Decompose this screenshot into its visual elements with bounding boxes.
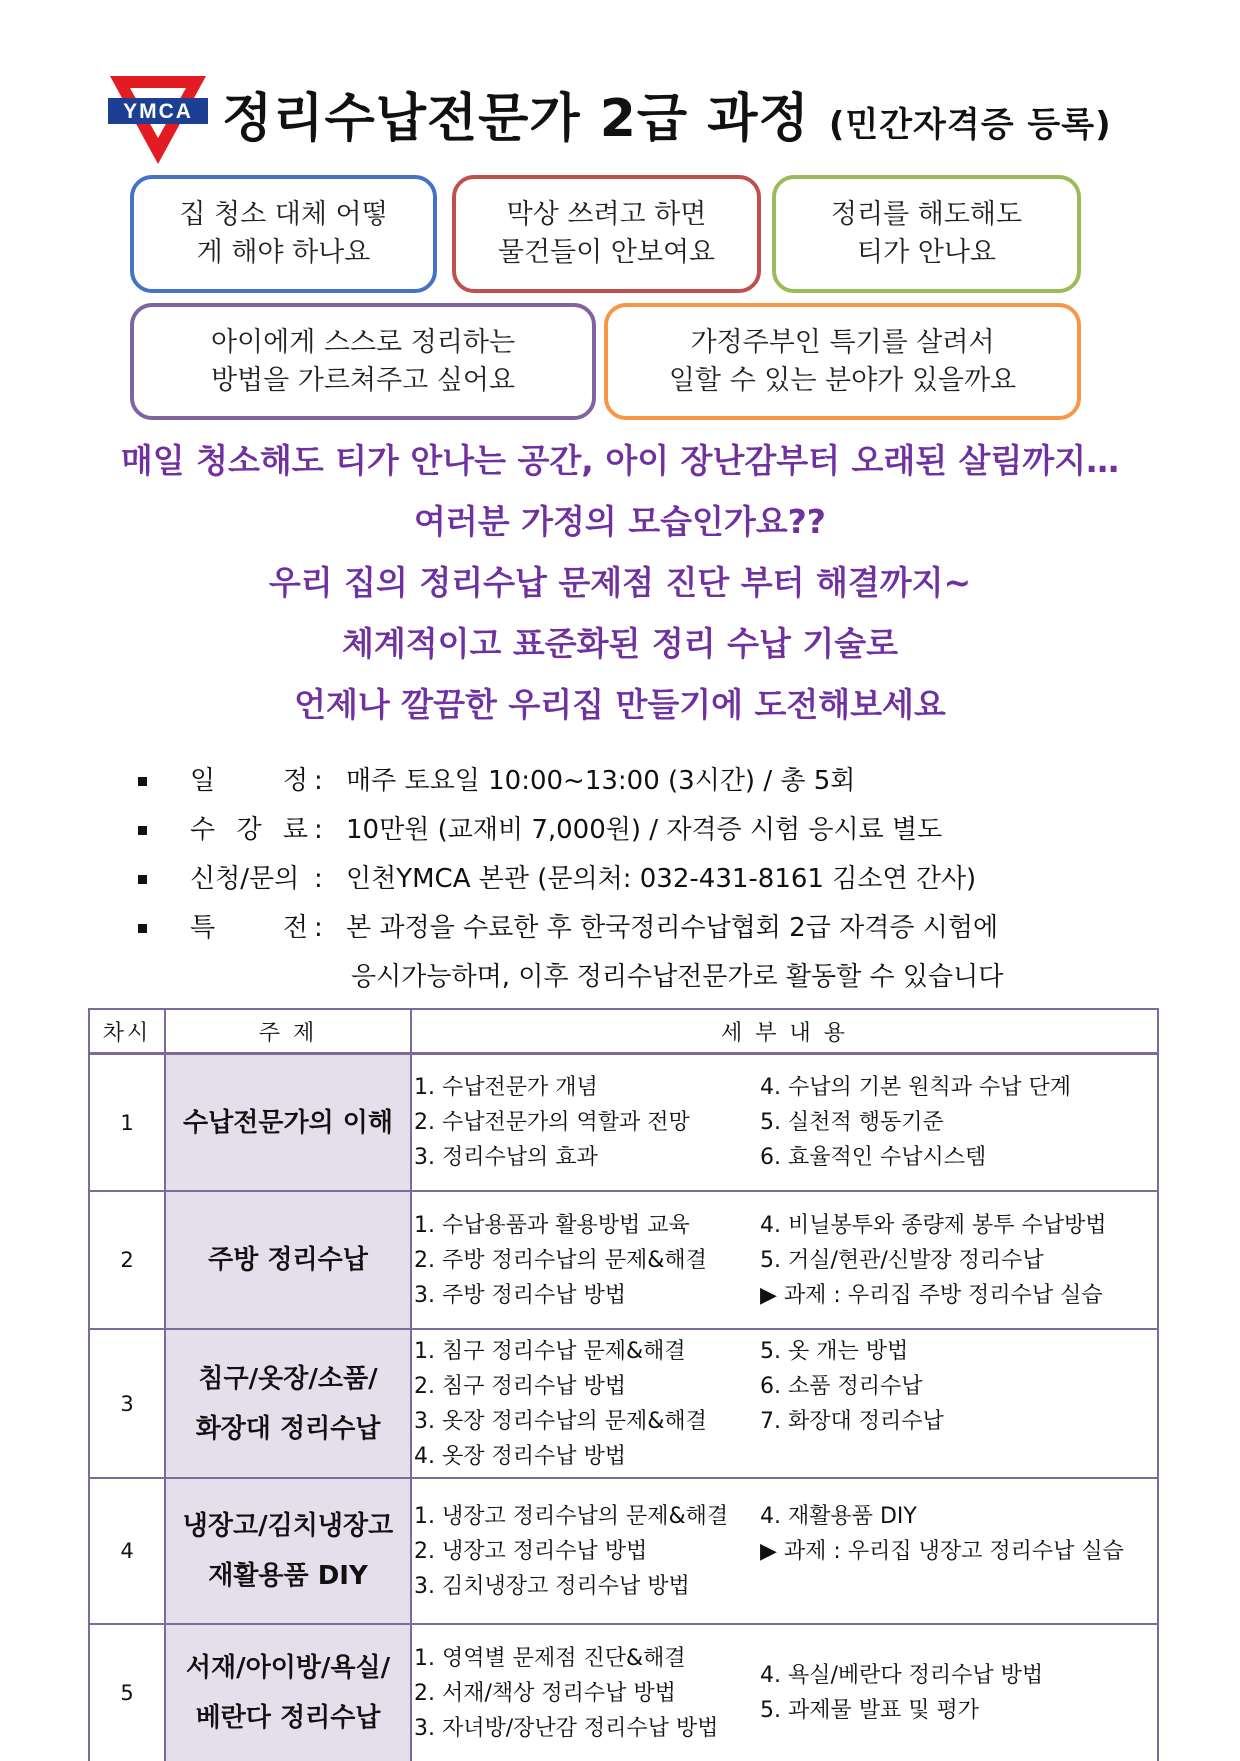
session-number: 5 <box>89 1624 165 1761</box>
question-box <box>130 175 437 293</box>
info-label: 특 전 <box>190 913 308 943</box>
info-colon: : <box>314 913 323 943</box>
schedule-table <box>88 1008 1159 1761</box>
promo-line: 언제나 깔끔한 우리집 만들기에 도전해보세요 <box>294 685 946 724</box>
question-box <box>130 303 596 420</box>
info-fee <box>138 806 1138 855</box>
info-label: 수 강 료 <box>190 815 308 845</box>
detail-item: 1. 영역별 문제점 진단&해결 <box>414 1645 686 1671</box>
session-number: 3 <box>89 1329 165 1478</box>
header <box>0 70 1240 170</box>
question-box <box>452 175 761 293</box>
detail-item: 2. 주방 정리수납의 문제&해결 <box>414 1247 707 1273</box>
detail-item: 2. 냉장고 정리수납 방법 <box>414 1538 648 1564</box>
promo-text <box>0 430 1240 735</box>
session-details <box>411 1054 1158 1192</box>
table-row <box>89 1191 1158 1329</box>
session-topic: 침구/옷장/소품/ 화장대 정리수납 <box>165 1329 411 1478</box>
info-colon: : <box>314 864 323 894</box>
logo-text: YMCA <box>123 100 193 123</box>
table-row <box>89 1329 1158 1478</box>
detail-item: 4. 재활용품 DIY <box>760 1503 917 1529</box>
detail-item: 6. 효율적인 수납시스템 <box>760 1145 987 1170</box>
session-topic: 서재/아이방/욕실/ 베란다 정리수납 <box>165 1624 411 1761</box>
detail-item: 3. 정리수납의 효과 <box>414 1145 598 1170</box>
detail-item: 5. 과제물 발표 및 평가 <box>760 1698 979 1723</box>
detail-item: 7. 화장대 정리수납 <box>760 1408 944 1434</box>
detail-item: 3. 자녀방/장난감 정리수납 방법 <box>414 1715 719 1741</box>
info-value: 인천YMCA 본관 (문의처: 032-431-8161 김소연 간사) <box>346 864 977 894</box>
question-line: 물건들이 안보여요 <box>497 237 716 268</box>
detail-item: 3. 주방 정리수납 방법 <box>414 1282 626 1308</box>
detail-item: ▶ 과제 : 우리집 냉장고 정리수납 실습 <box>760 1538 1124 1564</box>
detail-item: 1. 수납전문가 개념 <box>414 1075 598 1100</box>
question-line: 집 청소 대체 어떻 <box>179 199 388 230</box>
promo-line: 체계적이고 표준화된 정리 수납 기술로 <box>341 624 898 663</box>
bullet-icon <box>138 875 147 884</box>
detail-item: 1. 냉장고 정리수납의 문제&해결 <box>414 1503 729 1529</box>
session-topic: 주방 정리수납 <box>165 1191 411 1329</box>
bullet-icon <box>138 924 147 933</box>
session-number: 4 <box>89 1478 165 1624</box>
title-main: 정리수납전문가 2급 과정 <box>222 89 810 149</box>
promo-line: 여러분 가정의 모습인가요?? <box>414 502 826 541</box>
session-details <box>411 1191 1158 1329</box>
session-details <box>411 1624 1158 1761</box>
question-line: 막상 쓰려고 하면 <box>506 199 707 230</box>
detail-item: 3. 옷장 정리수납의 문제&해결 <box>414 1408 707 1434</box>
session-topic: 수납전문가의 이해 <box>165 1054 411 1192</box>
question-box <box>772 175 1081 293</box>
bullet-icon <box>138 777 147 786</box>
detail-item: 1. 수납용품과 활용방법 교육 <box>414 1212 690 1238</box>
question-line: 아이에게 스스로 정리하는 <box>210 326 516 358</box>
detail-item: 4. 욕실/베란다 정리수납 방법 <box>760 1663 1044 1688</box>
session-details <box>411 1478 1158 1624</box>
info-label: 신청/문의 <box>190 864 300 894</box>
info-schedule <box>138 757 1138 806</box>
info-inquiry <box>138 855 1138 904</box>
info-colon: : <box>314 766 323 796</box>
detail-item: 4. 수납의 기본 원칙과 수납 단계 <box>760 1075 1071 1100</box>
question-line: 정리를 해도해도 <box>830 199 1023 230</box>
question-line: 방법을 가르쳐주고 싶어요 <box>210 364 516 396</box>
detail-item: 6. 소품 정리수납 <box>760 1373 923 1399</box>
detail-item: ▶ 과제 : 우리집 주방 정리수납 실습 <box>760 1282 1103 1308</box>
info-label: 일 정 <box>190 766 308 796</box>
question-line: 티가 안나요 <box>857 237 996 268</box>
detail-item: 5. 옷 개는 방법 <box>760 1338 909 1364</box>
info-benefit <box>138 904 1138 992</box>
bullet-icon <box>138 826 147 835</box>
title-sub: (민간자격증 등록) <box>828 105 1112 145</box>
info-colon: : <box>314 815 323 845</box>
ymca-logo <box>108 74 208 166</box>
detail-item: 5. 거실/현관/신발장 정리수납 <box>760 1247 1044 1273</box>
table-row <box>89 1624 1158 1761</box>
detail-item: 5. 실천적 행동기준 <box>760 1110 944 1135</box>
detail-item: 1. 침구 정리수납 문제&해결 <box>414 1338 686 1364</box>
promo-line: 매일 청소해도 티가 안나는 공간, 아이 장난감부터 오래된 살림까지… <box>120 441 1120 480</box>
session-topic: 냉장고/김치냉장고 재활용품 DIY <box>165 1478 411 1624</box>
detail-item: 4. 비닐봉투와 종량제 봉투 수납방법 <box>760 1212 1107 1238</box>
question-line: 가정주부인 특기를 살려서 <box>690 326 995 358</box>
info-value: 10만원 (교재비 7,000원) / 자격증 시험 응시료 별도 <box>346 815 943 845</box>
header-detail: 세 부 내 용 <box>411 1009 1158 1054</box>
detail-item: 2. 서재/책상 정리수납 방법 <box>414 1680 676 1706</box>
question-line: 일할 수 있는 분야가 있을까요 <box>668 364 1017 396</box>
table-header-row <box>89 1009 1158 1054</box>
promo-line: 우리 집의 정리수납 문제점 진단 부터 해결까지~ <box>268 563 972 602</box>
detail-item: 2. 수납전문가의 역할과 전망 <box>414 1110 690 1135</box>
page-title <box>222 76 1112 151</box>
table-row <box>89 1478 1158 1624</box>
info-value: 매주 토요일 10:00~13:00 (3시간) / 총 5회 <box>346 766 856 796</box>
header-num: 차시 <box>89 1009 165 1054</box>
question-line: 게 해야 하나요 <box>196 237 371 268</box>
info-value-continued: 응시가능하며, 이후 정리수납전문가로 활동할 수 있습니다 <box>351 962 1004 992</box>
session-details <box>411 1329 1158 1478</box>
session-number: 2 <box>89 1191 165 1329</box>
detail-item: 2. 침구 정리수납 방법 <box>414 1373 626 1399</box>
info-value: 본 과정을 수료한 후 한국정리수납협회 2급 자격증 시험에 <box>346 913 999 943</box>
detail-item: 4. 옷장 정리수납 방법 <box>414 1443 626 1469</box>
header-topic: 주 제 <box>165 1009 411 1054</box>
table-row <box>89 1054 1158 1192</box>
detail-item: 3. 김치냉장고 정리수납 방법 <box>414 1573 690 1599</box>
session-number: 1 <box>89 1054 165 1192</box>
info-list <box>138 757 1138 992</box>
question-box <box>604 303 1081 420</box>
